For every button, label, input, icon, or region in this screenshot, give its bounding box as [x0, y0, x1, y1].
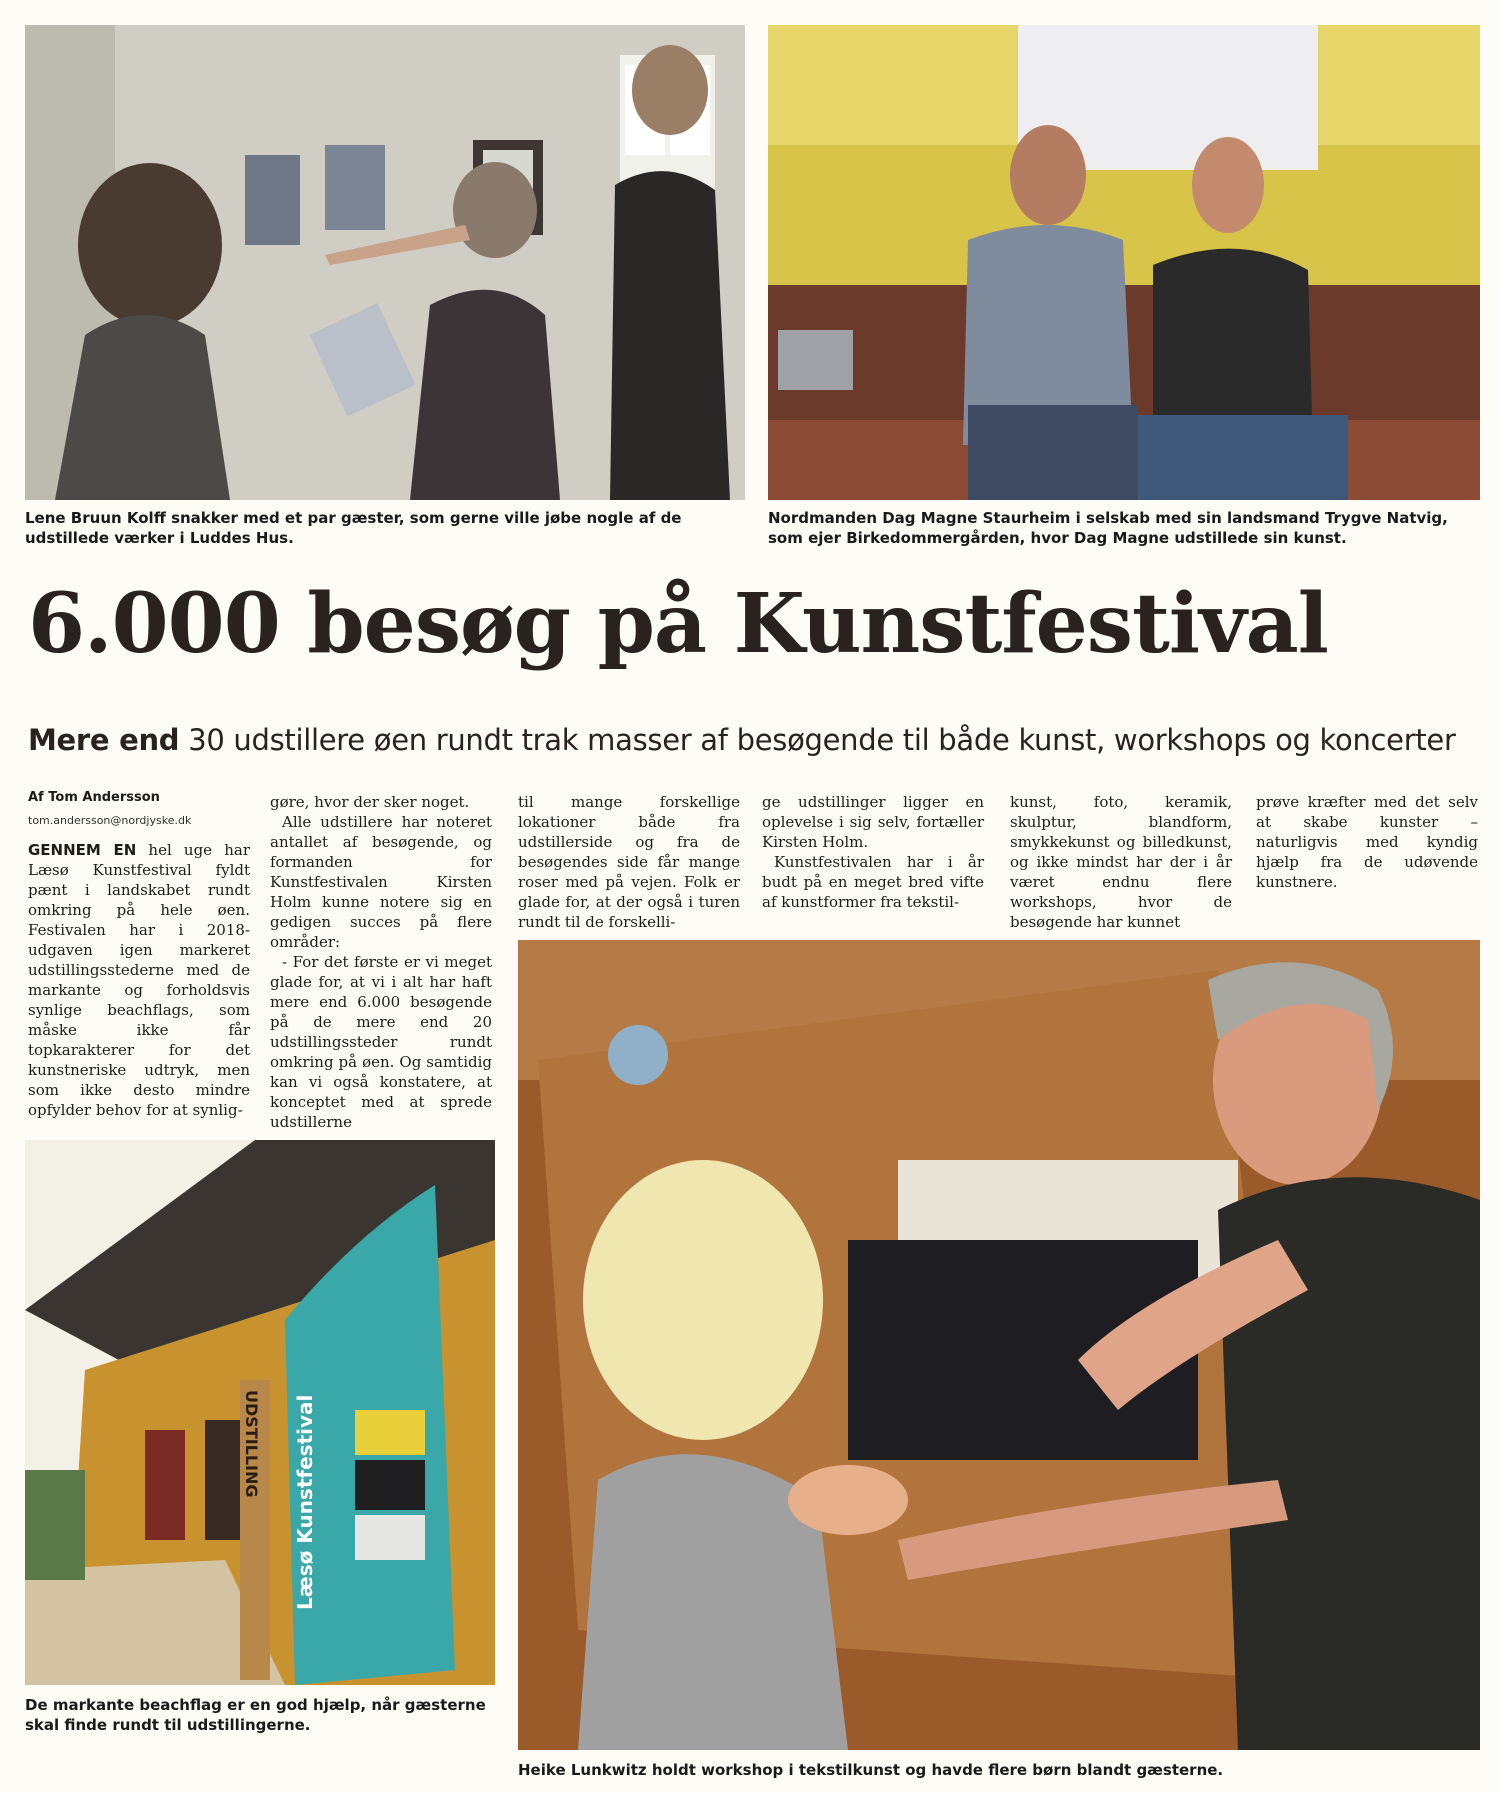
column-2-text-b: Alle udstillere har noteret antallet af besøgende, og formanden for Kunstfestivalen Kirsten Holm kunne notere sig en gedigen succes på flere områder: [270, 813, 492, 951]
column-6-text: prøve kræfter med det selv at skabe kunster – naturligvis med kyndig hjælp fra de udøvende kunstnere. [1256, 793, 1478, 891]
workshop-child-photo [518, 940, 1480, 1750]
article-column-1 [28, 840, 250, 1120]
gallery-visitors-photo [25, 25, 745, 500]
column-4-text-b: Kunstfestivalen har i år budt på en meget bred vifte af kunstformer fra tekstil- [762, 853, 984, 911]
flag-text: Læsø Kunstfestival [293, 1394, 317, 1610]
udstilling-sign-text: UDSTILLING [242, 1390, 261, 1498]
byline: Af Tom Andersson [28, 790, 160, 805]
article-column-5 [1010, 792, 1232, 932]
subhead-lead: Mere end [28, 723, 180, 757]
article-subhead [28, 720, 1488, 760]
column-2-text-c: - For det første er vi meget glade for, at vi i alt har haft mere end 6.000 besøgende på de mere end 20 udstillingssteder rundt omkring på øen. Og samtidig kan vi også konstatere, at konceptet med at sprede udstillerne [270, 953, 492, 1131]
article-column-4 [762, 792, 984, 912]
workshop-photo-caption: Heike Lunkwitz holdt workshop i tekstilkunst og havde flere børn blandt gæsterne. [518, 1761, 1224, 1779]
article-column-3 [518, 792, 740, 932]
gallery-photo-caption: Lene Bruun Kolff snakker med et par gæster, som gerne ville jøbe nogle af de udstillede værker i Luddes Hus. [25, 509, 682, 547]
article-column-6 [1256, 792, 1478, 892]
article-headline: 6.000 besøg på Kunstfestival [28, 576, 1328, 672]
column-5-text: kunst, foto, keramik, skulptur, blandform, smykkekunst og billedkunst, og ikke mindst har der i år været endnu flere workshops, hvor de besøgende har kunnet [1010, 793, 1232, 931]
article-column-2 [270, 792, 492, 1132]
column-4-text-a: ge udstillinger ligger en oplevelse i sig selv, fortæller Kirsten Holm. [762, 793, 984, 851]
beachflag-house-photo [25, 1140, 495, 1685]
beachflag-photo-caption: De markante beachflag er en god hjælp, når gæsterne skal finde rundt til udstillingerne. [25, 1696, 486, 1734]
author-email: tom.andersson@nordjyske.dk [28, 814, 192, 827]
column-3-text: til mange forskellige lokationer både fra udstillerside og fra de besøgendes side får mange roser med på vejen. Folk er glade for, at der også i turen rundt til de forskelli- [518, 793, 740, 931]
subhead-rest: 30 udstillere øen rundt trak masser af besøgende til både kunst, workshops og koncerter [179, 723, 1456, 757]
column-1-text: hel uge har Læsø Kunstfestival fyldt pænt i landskabet rundt omkring på hele øen. Festivalen har i 2018-udgaven igen markeret udstillingsstederne med de markante og forholdsvis synlige beachflags, som måske ikke får topkarakterer for det kunstneriske udtryk, men som ikke desto mindre opfylder behov for at synlig- [28, 841, 250, 1119]
lead-in: GENNEM EN [28, 841, 137, 859]
two-men-portrait-photo [768, 25, 1480, 500]
column-2-text-a: gøre, hvor der sker noget. [270, 793, 470, 811]
portrait-photo-caption: Nordmanden Dag Magne Staurheim i selskab med sin landsmand Trygve Natvig, som ejer Birkedommergården, hvor Dag Magne udstillede sin kunst. [768, 509, 1448, 547]
